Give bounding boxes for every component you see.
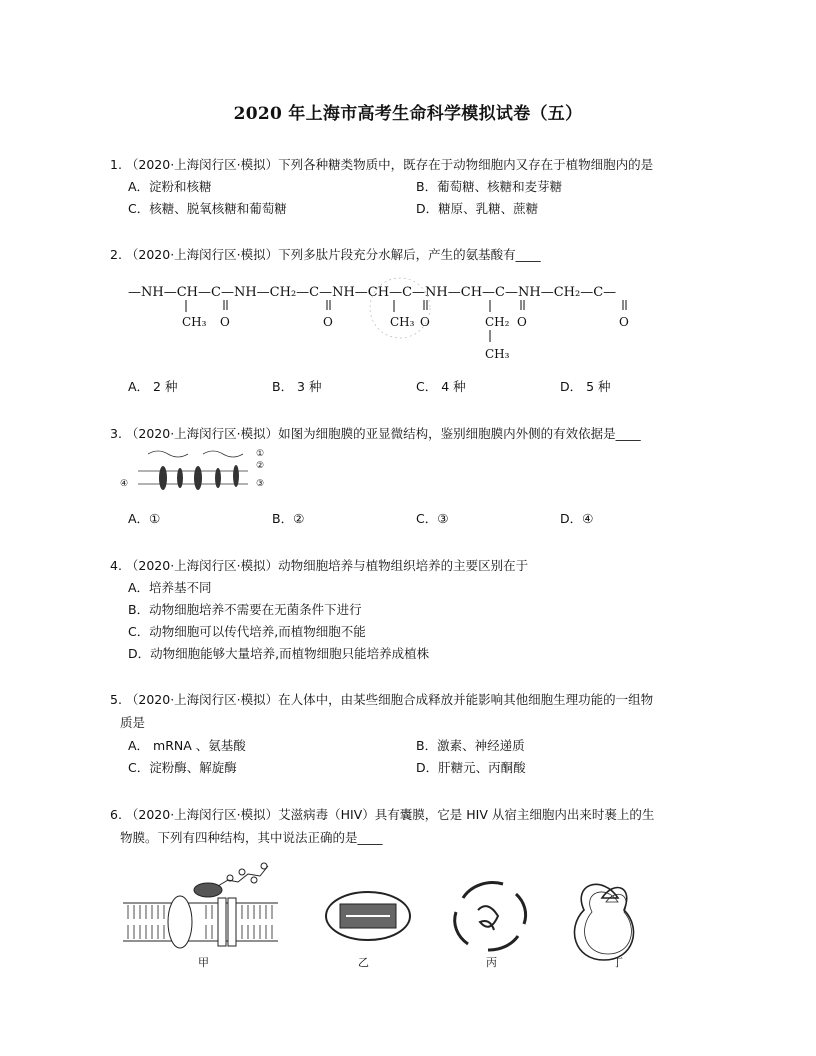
cell-membrane-figure: [118, 446, 278, 506]
svg-text:O: O: [420, 315, 430, 329]
label-yi: 乙: [358, 956, 369, 969]
label-ding: 丁: [612, 956, 623, 969]
q5-option-c[interactable]: C．淀粉酶、解旋酶: [128, 760, 237, 775]
q5-option-d[interactable]: D．肝糖元、丙酮酸: [416, 760, 526, 775]
q1-option-c[interactable]: C．核糖、脱氧核糖和葡萄糖: [128, 201, 287, 216]
label-bing: 丙: [486, 956, 497, 969]
question-6-stem: 6. （2020·上海闵行区·模拟）艾滋病毒（HIV）具有囊膜，它是 HIV 从宿主细胞内出来时裹上的生: [110, 807, 655, 822]
question-1-stem: 1. （2020·上海闵行区·模拟）下列各种糖类物质中，既存在于动物细胞内又存在于植物细胞内的是: [110, 157, 654, 172]
svg-text:—NH—CH—C—NH—CH₂—C—NH—CH—C—NH—C: —NH—CH—C—NH—CH₂—C—NH—CH—C—NH—CH—C—NH—CH₂—C—: [128, 285, 617, 300]
label-4: ④: [120, 479, 129, 489]
q3-option-d[interactable]: D．④: [560, 511, 594, 526]
q3-option-c[interactable]: C．③: [416, 511, 449, 526]
structure-yi: [326, 892, 410, 940]
svg-text:CH₂: CH₂: [485, 315, 510, 329]
question-6-stem-cont: 物膜。下列有四种结构，其中说法正确的是____: [120, 830, 383, 845]
question-4-stem: 4. （2020·上海闵行区·模拟）动物细胞培养与植物组织培养的主要区别在于: [110, 558, 529, 573]
svg-text:CH₃: CH₃: [485, 347, 510, 361]
q4-option-b[interactable]: B．动物细胞培养不需要在无菌条件下进行: [128, 602, 362, 617]
q2-option-b[interactable]: B． 3 种: [272, 379, 322, 394]
svg-text:O: O: [323, 315, 333, 329]
svg-text:CH₃: CH₃: [182, 315, 207, 329]
structure-ding: [574, 884, 633, 960]
q4-option-a[interactable]: A．培养基不同: [128, 580, 212, 595]
q1-option-a[interactable]: A．淀粉和核糖: [128, 179, 212, 194]
svg-text:O: O: [517, 315, 527, 329]
question-2-stem: 2. （2020·上海闵行区·模拟）下列多肽片段充分水解后，产生的氨基酸有____: [110, 247, 541, 262]
label-jia: 甲: [198, 956, 209, 969]
svg-text:CH₃: CH₃: [390, 315, 415, 329]
structure-jia: [123, 863, 278, 948]
polypeptide-structure-figure: [128, 276, 648, 366]
q4-option-d[interactable]: D．动物细胞能够大量培养,而植物细胞只能培养成植株: [128, 646, 430, 661]
question-5-stem: 5. （2020·上海闵行区·模拟）在人体中，由某些细胞合成释放并能影响其他细胞生理功能的一组物: [110, 692, 654, 707]
q2-option-c[interactable]: C． 4 种: [416, 379, 466, 394]
q4-option-c[interactable]: C．动物细胞可以传代培养,而植物细胞不能: [128, 624, 366, 639]
q1-option-b[interactable]: B．葡萄糖、核糖和麦芽糖: [416, 179, 563, 194]
q3-option-a[interactable]: A．①: [128, 511, 161, 526]
label-1: ①: [256, 449, 265, 459]
structure-bing: [455, 883, 526, 950]
q5-option-b[interactable]: B．激素、神经递质: [416, 738, 525, 753]
label-2: ②: [256, 461, 265, 471]
svg-text:O: O: [619, 315, 629, 329]
q5-option-a[interactable]: A． mRNA 、氨基酸: [128, 738, 246, 753]
q3-option-b[interactable]: B．②: [272, 511, 305, 526]
svg-text:O: O: [220, 315, 230, 329]
label-3: ③: [256, 479, 265, 489]
q1-option-d[interactable]: D．糖原、乳糖、蔗糖: [416, 201, 539, 216]
question-3-stem: 3. （2020·上海闵行区·模拟）如图为细胞膜的亚显微结构，鉴别细胞膜内外侧的有效依据是____: [110, 426, 641, 441]
membrane-structures-figure: [118, 858, 658, 978]
q2-option-a[interactable]: A． 2 种: [128, 379, 178, 394]
q2-option-d[interactable]: D． 5 种: [560, 379, 611, 394]
question-5-stem-cont: 质是: [120, 715, 146, 730]
page-title: 2020 年上海市高考生命科学模拟试卷（五）: [233, 104, 583, 124]
